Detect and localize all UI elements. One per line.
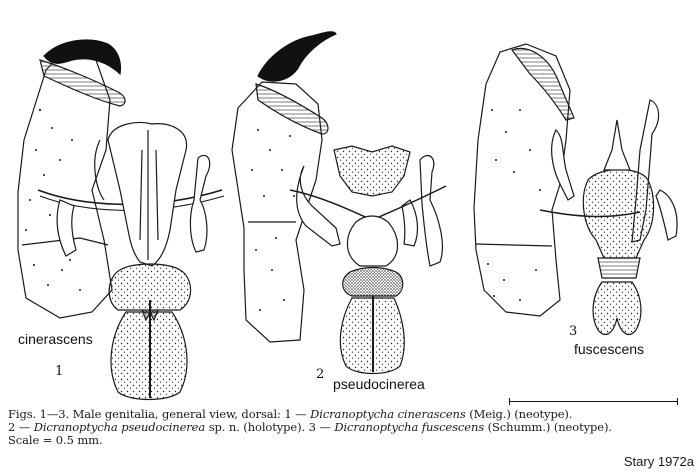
- figure-2-drawing: [232, 32, 446, 374]
- caption-line-1: Figs. 1—3. Male genitalia, general view, dorsal: 1 — Dicranoptycha cinerascens (Meig.) (neotype).: [8, 407, 573, 421]
- figure-number-1: 1: [55, 364, 64, 379]
- figure-3-drawing: [474, 44, 677, 334]
- figure-number-3: 3: [569, 324, 578, 339]
- figure-number-2: 2: [316, 367, 325, 382]
- label-cinerascens: cinerascens: [18, 331, 93, 347]
- label-pseudocinerea: pseudocinerea: [333, 376, 425, 392]
- label-fuscescens: fuscescens: [574, 341, 645, 357]
- figure-caption: [8, 408, 698, 447]
- caption-line-3: Scale = 0.5 mm.: [8, 433, 103, 447]
- source-credit: Stary 1972a: [623, 454, 694, 469]
- caption-line-2: 2 — Dicranoptycha pseudocinerea sp. n. (holotype). 3 — Dicranoptycha fuscescens (Schumm.) (neotype).: [8, 420, 612, 434]
- scale-bar: [509, 398, 678, 405]
